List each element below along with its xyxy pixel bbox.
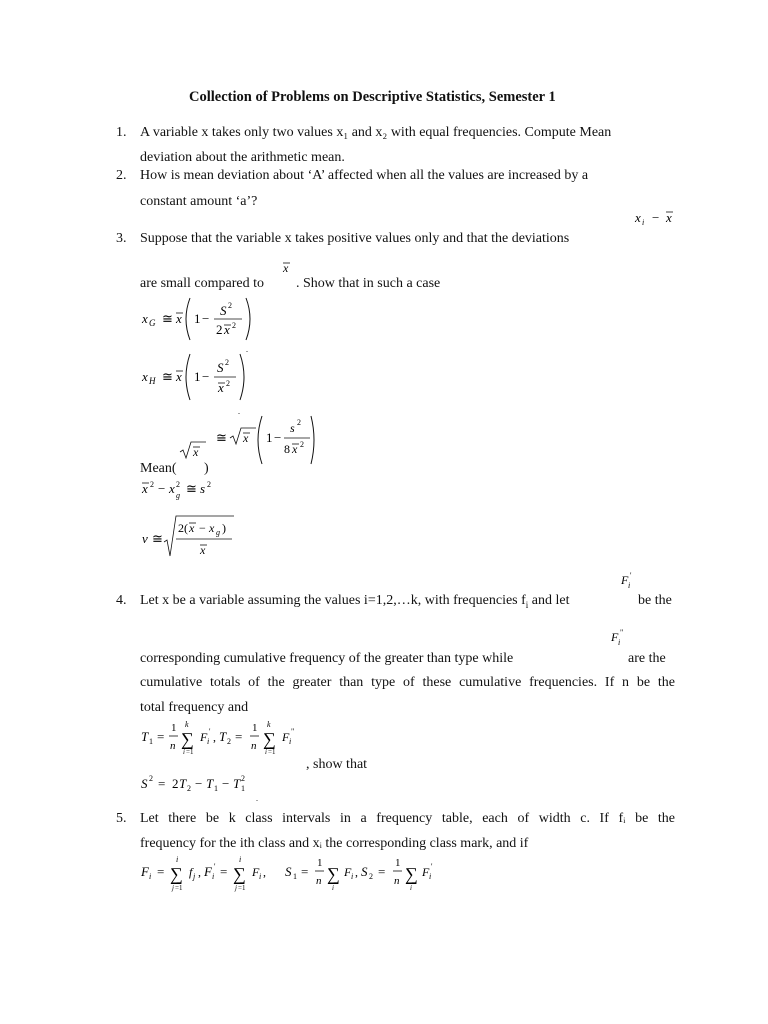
svg-text:x: x bbox=[283, 261, 289, 275]
svg-text:=: = bbox=[301, 864, 309, 879]
svg-text:∑: ∑ bbox=[327, 864, 340, 884]
svg-text:=: = bbox=[378, 864, 386, 879]
svg-text:j: j bbox=[193, 872, 196, 881]
problem-3-line-2a: are small compared to bbox=[140, 276, 265, 291]
svg-text:': ' bbox=[630, 571, 632, 580]
s-squared-formula bbox=[138, 770, 268, 796]
svg-text:2: 2 bbox=[300, 440, 304, 449]
svg-text:i: i bbox=[642, 218, 645, 227]
geometric-mean-formula bbox=[138, 294, 258, 344]
xbar-symbol bbox=[280, 259, 294, 275]
svg-text:i: i bbox=[618, 638, 621, 647]
svg-text:−: − bbox=[202, 311, 210, 326]
svg-text:1: 1 bbox=[241, 784, 245, 793]
svg-text:=1: =1 bbox=[238, 884, 246, 892]
svg-text:1: 1 bbox=[252, 722, 258, 734]
svg-text:x: x bbox=[243, 431, 249, 445]
svg-text:F: F bbox=[252, 865, 260, 879]
problem-5-number: 5. bbox=[116, 811, 127, 826]
svg-text:≅: ≅ bbox=[216, 430, 227, 445]
cumulative-sums-formula bbox=[138, 850, 458, 896]
svg-text:1: 1 bbox=[214, 784, 218, 793]
svg-text:2: 2 bbox=[241, 774, 245, 783]
svg-text:x: x bbox=[176, 369, 182, 384]
svg-text:): ) bbox=[222, 521, 226, 535]
svg-text:≅: ≅ bbox=[162, 369, 173, 384]
svg-text:1: 1 bbox=[194, 311, 201, 326]
svg-text:v: v bbox=[142, 531, 148, 546]
svg-text:x: x bbox=[200, 543, 206, 557]
svg-text:S: S bbox=[220, 303, 227, 318]
svg-text:2: 2 bbox=[227, 737, 231, 746]
svg-text:2: 2 bbox=[187, 784, 191, 793]
svg-text:F: F bbox=[141, 864, 149, 879]
svg-text:2: 2 bbox=[225, 358, 229, 367]
svg-text:2: 2 bbox=[369, 872, 373, 881]
mean-label: Mean( bbox=[140, 461, 177, 476]
svg-text:,: , bbox=[355, 865, 358, 879]
svg-text:≅: ≅ bbox=[162, 311, 173, 326]
svg-text:i: i bbox=[351, 872, 354, 881]
svg-text:=: = bbox=[220, 864, 228, 879]
svg-text:2: 2 bbox=[150, 480, 154, 489]
problem-2-line-1: How is mean deviation about ‘A’ affected when all the values are increased by a bbox=[140, 168, 589, 183]
svg-text:−: − bbox=[652, 210, 660, 225]
svg-text:≅: ≅ bbox=[152, 531, 163, 546]
svg-text:i: i bbox=[207, 737, 210, 746]
svg-text:−: − bbox=[202, 369, 210, 384]
svg-text:F: F bbox=[611, 630, 619, 644]
svg-text:=: = bbox=[158, 776, 166, 791]
problem-4-show-that: , show that bbox=[306, 757, 368, 772]
mean-close-paren: ) bbox=[204, 461, 209, 476]
cumulative-frequency-symbol bbox=[618, 570, 640, 590]
svg-text:': ' bbox=[209, 727, 211, 736]
svg-text:n: n bbox=[394, 875, 400, 887]
svg-text:F: F bbox=[422, 865, 430, 879]
problem-2-number: 2. bbox=[116, 168, 127, 183]
svg-text:F: F bbox=[200, 730, 208, 744]
svg-text:i: i bbox=[212, 872, 215, 881]
svg-text:1: 1 bbox=[293, 872, 297, 881]
svg-text:=: = bbox=[235, 729, 243, 744]
svg-text:x: x bbox=[142, 311, 148, 326]
problem-4-line-2b: are the bbox=[628, 651, 666, 666]
svg-text:x: x bbox=[666, 210, 672, 225]
svg-text:1: 1 bbox=[395, 857, 401, 869]
svg-text:': ' bbox=[214, 862, 216, 871]
svg-text:.: . bbox=[246, 346, 248, 354]
svg-text:x: x bbox=[218, 380, 224, 395]
page-title: Collection of Problems on Descriptive Statistics, Semester 1 bbox=[189, 89, 556, 105]
problem-5-line-2: frequency for the ith class and xᵢ the corresponding class mark, and if bbox=[140, 836, 529, 851]
svg-text:T: T bbox=[233, 776, 241, 791]
svg-text:F: F bbox=[344, 865, 352, 879]
t1-t2-formula bbox=[138, 716, 308, 758]
svg-text:,: , bbox=[263, 865, 266, 879]
svg-text:F: F bbox=[282, 730, 290, 744]
svg-text:i: i bbox=[429, 872, 432, 881]
svg-text:k: k bbox=[185, 720, 189, 729]
svg-text:T: T bbox=[141, 729, 149, 744]
svg-text:=: = bbox=[157, 864, 165, 879]
svg-text:.: . bbox=[238, 407, 240, 416]
svg-text:∑: ∑ bbox=[181, 729, 194, 749]
svg-text:n: n bbox=[316, 875, 322, 887]
problem-4-line-2a: corresponding cumulative frequency of the greater than type while bbox=[140, 651, 514, 666]
svg-text:∑: ∑ bbox=[233, 864, 246, 884]
svg-text:T: T bbox=[179, 776, 187, 791]
svg-text:x: x bbox=[142, 369, 148, 384]
svg-text:∑: ∑ bbox=[263, 729, 276, 749]
svg-text:2(: 2( bbox=[178, 521, 188, 535]
svg-text:S: S bbox=[217, 360, 224, 375]
problem-5-line-1: Let there be k class intervals in a frequency table, each of width c. If fᵢ be the bbox=[140, 811, 675, 826]
svg-text:=: = bbox=[157, 729, 165, 744]
problem-1-line-1: A variable x takes only two values x₁ and x₂ with equal frequencies. Compute Mean bbox=[140, 125, 612, 140]
svg-text:i: i bbox=[259, 872, 262, 881]
svg-text:−: − bbox=[222, 776, 230, 791]
svg-text:i: i bbox=[183, 748, 185, 756]
svg-text:S: S bbox=[141, 776, 148, 791]
svg-text:2: 2 bbox=[207, 480, 211, 489]
svg-text:−: − bbox=[195, 776, 203, 791]
svg-text:2: 2 bbox=[297, 418, 301, 427]
svg-text:2: 2 bbox=[216, 322, 223, 337]
problem-1-line-2: deviation about the arithmetic mean. bbox=[140, 150, 345, 165]
svg-text:': ' bbox=[431, 862, 433, 871]
svg-text:T: T bbox=[206, 776, 214, 791]
svg-text:i: i bbox=[176, 855, 179, 864]
svg-text:F: F bbox=[204, 864, 212, 879]
svg-text:2: 2 bbox=[149, 774, 153, 783]
svg-text:i: i bbox=[239, 855, 242, 864]
svg-text:j: j bbox=[235, 884, 237, 892]
problem-3-number: 3. bbox=[116, 231, 127, 246]
variance-approx-formula bbox=[138, 476, 228, 500]
svg-text:2: 2 bbox=[228, 301, 232, 310]
svg-text:g: g bbox=[176, 491, 180, 500]
svg-text:x: x bbox=[224, 322, 230, 337]
svg-text:H: H bbox=[149, 376, 156, 386]
svg-text:2: 2 bbox=[226, 379, 230, 388]
svg-text:2: 2 bbox=[176, 480, 180, 489]
svg-text:=1: =1 bbox=[186, 748, 194, 756]
svg-text:i: i bbox=[410, 884, 412, 892]
svg-text:n: n bbox=[170, 740, 176, 752]
svg-text:S: S bbox=[285, 864, 292, 879]
svg-text:1: 1 bbox=[194, 369, 201, 384]
svg-text:x: x bbox=[189, 521, 195, 535]
svg-text:i: i bbox=[149, 872, 152, 881]
svg-text:2: 2 bbox=[232, 321, 236, 330]
problem-4-number: 4. bbox=[116, 593, 127, 608]
problem-4-line-4: total frequency and bbox=[140, 700, 249, 715]
svg-text:2: 2 bbox=[172, 776, 179, 791]
harmonic-mean-formula bbox=[138, 346, 258, 404]
stray-dot: . bbox=[256, 794, 258, 803]
svg-text:∑: ∑ bbox=[170, 864, 183, 884]
svg-text:1: 1 bbox=[266, 430, 273, 445]
svg-text:j: j bbox=[172, 884, 174, 892]
problem-4-line-1a: Let x be a variable assuming the values i=1,2,…k, with frequencies $f_i$ and let bbox=[140, 593, 570, 610]
problem-3-line-2b: . Show that in such a case bbox=[296, 276, 441, 291]
svg-text:,: , bbox=[213, 730, 216, 744]
svg-text:x: x bbox=[169, 481, 175, 496]
svg-text:i: i bbox=[265, 748, 267, 756]
svg-text:T: T bbox=[219, 729, 227, 744]
svg-text:x: x bbox=[292, 442, 298, 456]
problem-4-line-1c: be the bbox=[638, 593, 672, 608]
svg-text:1: 1 bbox=[317, 857, 323, 869]
svg-text:1: 1 bbox=[171, 722, 177, 734]
svg-text:k: k bbox=[267, 720, 271, 729]
svg-text:": " bbox=[291, 727, 295, 736]
svg-text:S: S bbox=[361, 864, 368, 879]
deviation-formula bbox=[632, 206, 680, 230]
problem-4-line-3: cumulative totals of the greater than type of these cumulative frequencies. If n be the bbox=[140, 675, 675, 690]
svg-text:x: x bbox=[193, 445, 199, 459]
svg-text:n: n bbox=[251, 740, 257, 752]
svg-text:": " bbox=[620, 628, 624, 637]
svg-text:1: 1 bbox=[149, 737, 153, 746]
svg-text:i: i bbox=[628, 581, 631, 590]
svg-text:f: f bbox=[189, 865, 193, 879]
svg-text:=1: =1 bbox=[175, 884, 183, 892]
problem-3-line-1: Suppose that the variable x takes positive values only and that the deviations bbox=[140, 231, 570, 246]
svg-text:G: G bbox=[149, 318, 156, 328]
svg-text:i: i bbox=[289, 737, 292, 746]
svg-text:,: , bbox=[198, 865, 201, 879]
svg-text:s: s bbox=[200, 481, 206, 496]
sqrt-mean-formula bbox=[176, 406, 316, 466]
cumulative-totals-symbol bbox=[608, 626, 630, 648]
svg-text:≅: ≅ bbox=[186, 481, 197, 496]
svg-text:g: g bbox=[216, 528, 220, 537]
svg-text:i: i bbox=[332, 884, 334, 892]
coefficient-v-formula bbox=[138, 512, 238, 564]
svg-text:=1: =1 bbox=[268, 748, 276, 756]
svg-text:−: − bbox=[158, 481, 166, 496]
svg-text:s: s bbox=[290, 421, 295, 435]
svg-text:F: F bbox=[621, 573, 629, 587]
svg-text:−: − bbox=[199, 521, 206, 535]
svg-text:∑: ∑ bbox=[405, 864, 418, 884]
svg-text:x: x bbox=[209, 521, 215, 535]
problem-2-line-2: constant amount ‘a’? bbox=[140, 194, 258, 209]
svg-text:8: 8 bbox=[284, 442, 290, 456]
svg-text:x: x bbox=[635, 210, 641, 225]
svg-text:−: − bbox=[274, 430, 282, 445]
svg-text:x: x bbox=[176, 311, 182, 326]
problem-1-number: 1. bbox=[116, 125, 127, 140]
svg-text:x: x bbox=[142, 481, 148, 496]
